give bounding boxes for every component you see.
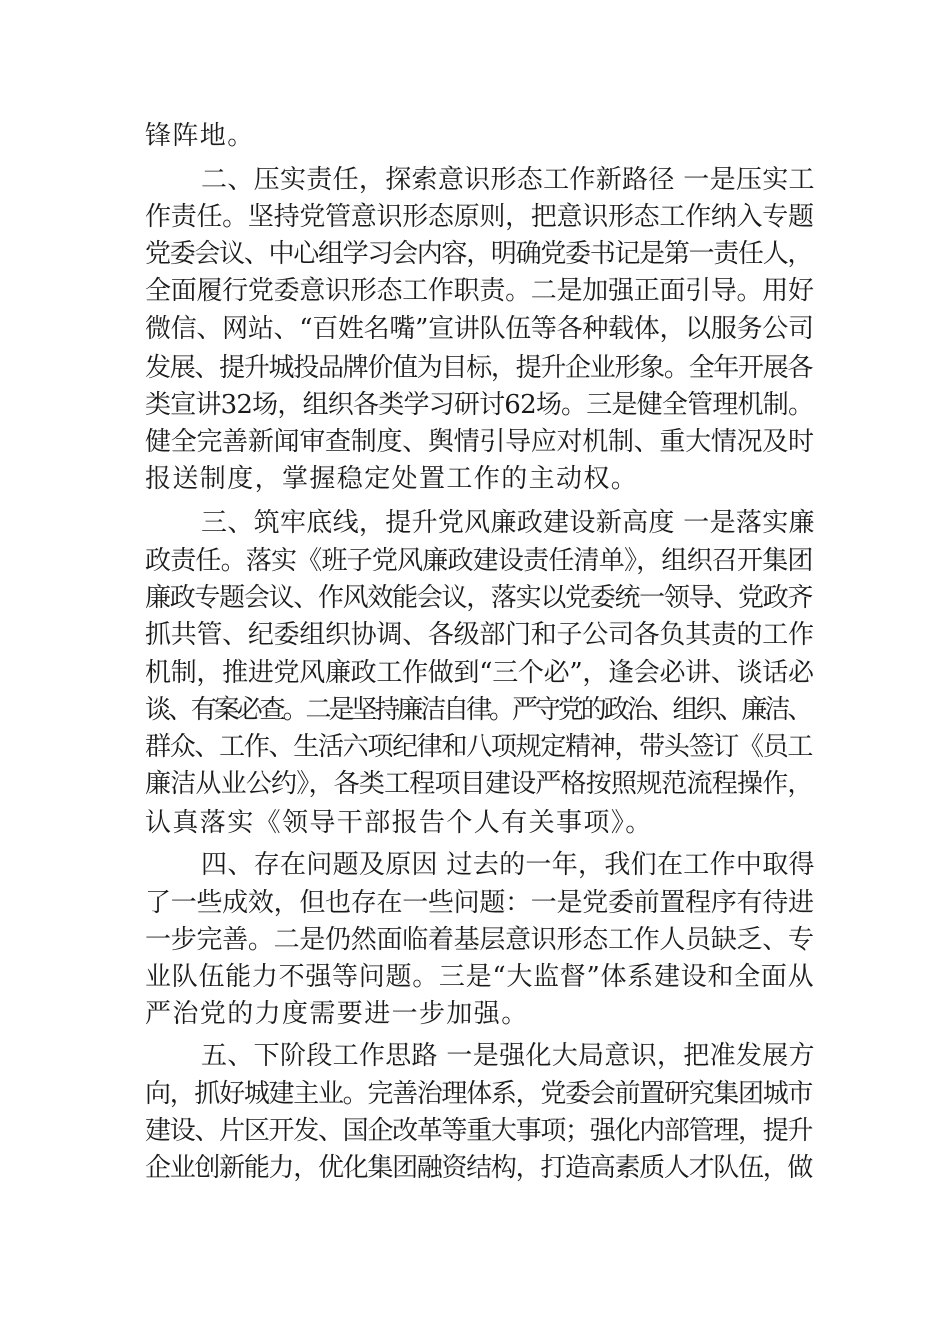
text-line: 建设、片区开发、国企改革等重大事项；强化内部管理，提升 bbox=[145, 1116, 813, 1146]
text-line: 作责任。坚持党管意识形态原则，把意识形态工作纳入专题 bbox=[145, 202, 814, 232]
text-line: 机制，推进党风廉政工作做到“三个必”，逢会必讲、谈话必 bbox=[145, 658, 814, 688]
text-line: 微信、网站、“百姓名嘴”宣讲队伍等各种载体，以服务公司 bbox=[145, 314, 814, 344]
text-line: 类宣讲32场，组织各类学习研讨62场。三是健全管理机制。 bbox=[145, 390, 814, 420]
text-line: 认真落实《领导干部报告个人有关事项》。 bbox=[145, 808, 653, 838]
text-line: 政责任。落实《班子党风廉政建设责任清单》，组织召开集团 bbox=[145, 546, 813, 576]
text-line: 向，抓好城建主业。完善治理体系，党委会前置研究集团城市 bbox=[145, 1079, 813, 1109]
text-line: 报送制度，掌握稳定处置工作的主动权。 bbox=[145, 464, 639, 494]
text-line: 廉政专题会议、作风效能会议，落实以党委统一领导、党政齐 bbox=[145, 583, 813, 613]
text-line: 一步完善。二是仍然面临着基层意识形态工作人员缺乏、专 bbox=[145, 925, 814, 955]
text-line: 全面履行党委意识形态工作职责。二是加强正面引导。用好 bbox=[145, 276, 814, 306]
text-line: 廉洁从业公约》，各类工程项目建设严格按照规范流程操作， bbox=[145, 769, 813, 799]
text-line: 了一些成效，但也存在一些问题：一是党委前置程序有待进 bbox=[145, 888, 814, 918]
text-line: 企业创新能力，优化集团融资结构，打造高素质人才队伍，做 bbox=[145, 1153, 813, 1183]
text-line: 谈、有案必查。二是坚持廉洁自律。严守党的政治、组织、廉洁、 bbox=[145, 695, 811, 725]
text-line: 党委会议、中心组学习会内容，明确党委书记是第一责任人， bbox=[145, 239, 813, 269]
section-heading-line: 二、压实责任，探索意识形态工作新路径 一是压实工 bbox=[201, 165, 815, 195]
section-heading-line: 三、筑牢底线，提升党风廉政建设新高度 一是落实廉 bbox=[201, 508, 815, 538]
text-line: 严治党的力度需要进一步加强。 bbox=[145, 999, 529, 1029]
text-line: 抓共管、纪委组织协调、各级部门和子公司各负其责的工作 bbox=[145, 620, 814, 650]
text-line: 发展、提升城投品牌价值为目标，提升企业形象。全年开展各 bbox=[145, 353, 813, 383]
text-line: 业队伍能力不强等问题。三是“大监督”体系建设和全面从 bbox=[145, 962, 815, 992]
text-line: 锋阵地。 bbox=[145, 121, 255, 151]
section-heading-line: 四、存在问题及原因 过去的一年，我们在工作中取得 bbox=[201, 850, 815, 880]
section-heading-line: 五、下阶段工作思路 一是强化大局意识，把准发展方 bbox=[201, 1041, 815, 1071]
text-line: 群众、工作、生活六项纪律和八项规定精神，带头签订《员工 bbox=[145, 732, 813, 762]
text-line: 健全完善新闻审查制度、舆情引导应对机制、重大情况及时 bbox=[145, 427, 814, 457]
